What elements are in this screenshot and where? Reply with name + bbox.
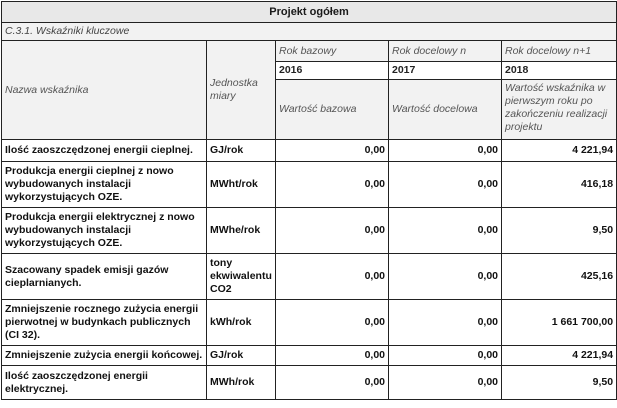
target-value: 0,00 — [389, 366, 502, 400]
base-value: 0,00 — [276, 254, 389, 300]
target-year: 2017 — [389, 62, 502, 80]
title-row — [2, 2, 617, 23]
target-value: 0,00 — [389, 208, 502, 254]
section-label: C.3.1. Wskaźniki kluczowe — [2, 23, 617, 41]
target-value: 0,00 — [389, 162, 502, 208]
indicator-unit: kWh/rok — [207, 300, 276, 346]
indicator-name: Zmniejszenie zużycia energii końcowej. — [2, 346, 207, 366]
next-value-label: Wartość wskaźnika w pierwszym roku po zakończeniu realizacji projektu — [502, 80, 617, 140]
indicator-name: Produkcja energii cieplnej z nowo wybudowanych instalacji wykorzystujących OZE. — [2, 162, 207, 208]
target-value: 0,00 — [389, 254, 502, 300]
next-value: 4 221,94 — [502, 140, 617, 162]
base-value: 0,00 — [276, 300, 389, 346]
target-value: 0,00 — [389, 140, 502, 162]
table-row — [2, 366, 617, 400]
next-value: 425,16 — [502, 254, 617, 300]
table-row — [2, 140, 617, 162]
next-value: 9,50 — [502, 366, 617, 400]
indicator-unit: GJ/rok — [207, 140, 276, 162]
base-value: 0,00 — [276, 346, 389, 366]
base-value: 0,00 — [276, 366, 389, 400]
name-column-header: Nazwa wskaźnika — [2, 41, 207, 140]
header-row-labels — [2, 41, 617, 62]
unit-column-header: Jednostka miary — [207, 41, 276, 140]
target-value: 0,00 — [389, 300, 502, 346]
indicator-unit: MWhe/rok — [207, 208, 276, 254]
next-value: 1 661 700,00 — [502, 300, 617, 346]
indicator-name: Zmniejszenie rocznego zużycia energii pierwotnej w budynkach publicznych (CI 32). — [2, 300, 207, 346]
indicator-unit: MWht/rok — [207, 162, 276, 208]
table-row — [2, 300, 617, 346]
next-value: 416,18 — [502, 162, 617, 208]
target-year-label: Rok docelowy n — [389, 41, 502, 62]
table-title: Projekt ogółem — [2, 2, 617, 23]
base-year-label: Rok bazowy — [276, 41, 389, 62]
base-value: 0,00 — [276, 162, 389, 208]
indicator-name: Ilość zaoszczędzonej energii cieplnej. — [2, 140, 207, 162]
base-year: 2016 — [276, 62, 389, 80]
table-row — [2, 208, 617, 254]
indicator-unit: MWh/rok — [207, 366, 276, 400]
next-year-label: Rok docelowy n+1 — [502, 41, 617, 62]
target-value-label: Wartość docelowa — [389, 80, 502, 140]
table-row — [2, 162, 617, 208]
base-value-label: Wartość bazowa — [276, 80, 389, 140]
indicator-name: Szacowany spadek emisji gazów cieplarnianych. — [2, 254, 207, 300]
target-value: 0,00 — [389, 346, 502, 366]
section-row — [2, 23, 617, 41]
next-value: 4 221,94 — [502, 346, 617, 366]
indicator-name: Ilość zaoszczędzonej energii elektrycznej. — [2, 366, 207, 400]
indicators-table — [1, 1, 617, 400]
indicator-unit: tony ekwiwalentu CO2 — [207, 254, 276, 300]
next-year: 2018 — [502, 62, 617, 80]
indicator-name: Produkcja energii elektrycznej z nowo wybudowanych instalacji wykorzystujących OZE. — [2, 208, 207, 254]
table-row — [2, 254, 617, 300]
indicator-unit: GJ/rok — [207, 346, 276, 366]
base-value: 0,00 — [276, 140, 389, 162]
next-value: 9,50 — [502, 208, 617, 254]
table-row — [2, 346, 617, 366]
base-value: 0,00 — [276, 208, 389, 254]
